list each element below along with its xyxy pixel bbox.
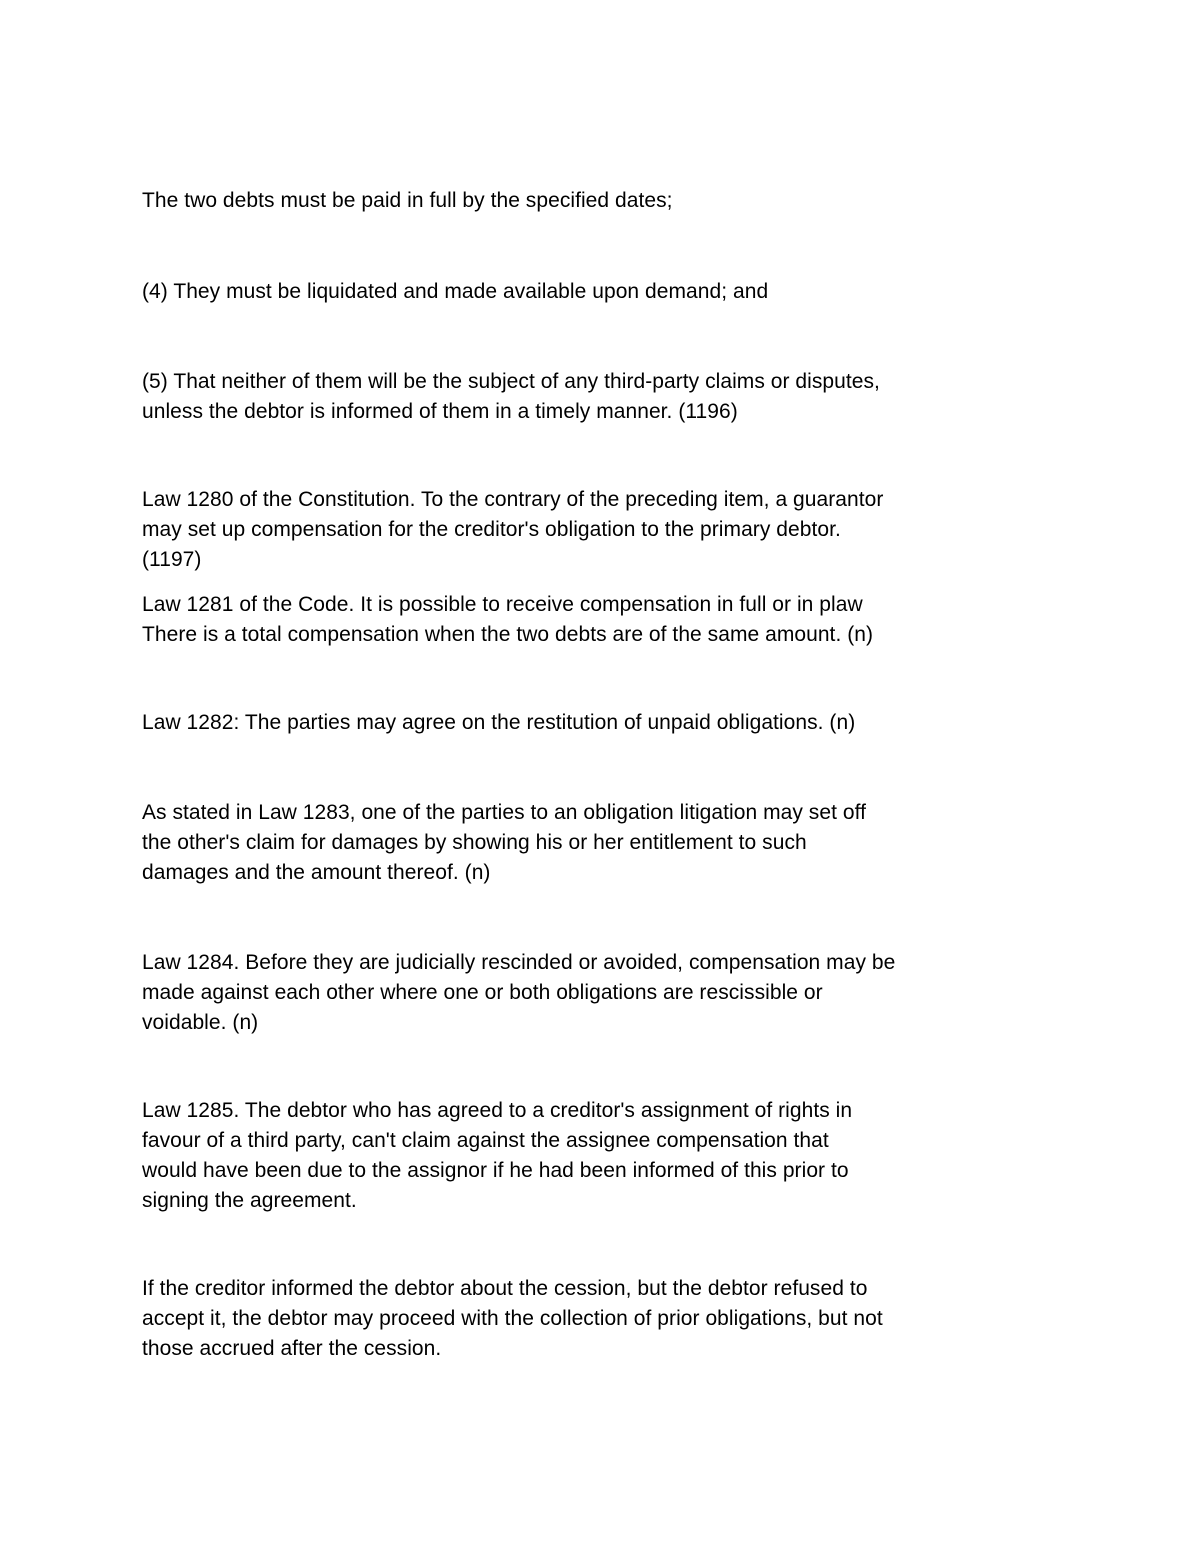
paragraph-item-4 — [142, 277, 1082, 307]
paragraph-law-1283 — [142, 798, 1082, 888]
text-line: made against each other where one or both obligations are rescissible or — [142, 981, 823, 1004]
text-line: unless the debtor is informed of them in a timely manner. (1196) — [142, 400, 738, 423]
text-line: signing the agreement. — [142, 1189, 357, 1212]
text-line: the other's claim for damages by showing his or her entitlement to such — [142, 831, 807, 854]
text-line: those accrued after the cession. — [142, 1337, 442, 1360]
text-line: accept it, the debtor may proceed with the collection of prior obligations, but not — [142, 1307, 883, 1330]
text-line: would have been due to the assignor if he had been informed of this prior to — [142, 1159, 849, 1182]
paragraph-cession — [142, 1274, 1082, 1364]
text-line: (4) They must be liquidated and made available upon demand; and — [142, 280, 769, 303]
text-line: favour of a third party, can't claim against the assignee compensation that — [142, 1129, 829, 1152]
text-line: damages and the amount thereof. (n) — [142, 861, 491, 884]
paragraph-item-5 — [142, 367, 1082, 427]
paragraph-law-1281 — [142, 590, 1082, 650]
paragraph-law-1285 — [142, 1096, 1082, 1216]
text-line: (5) That neither of them will be the subject of any third-party claims or disputes, — [142, 370, 880, 393]
text-line: Law 1281 of the Code. It is possible to receive compensation in full or in plaw — [142, 593, 863, 616]
text-line: may set up compensation for the creditor's obligation to the primary debtor. — [142, 518, 841, 541]
text-line: Law 1285. The debtor who has agreed to a creditor's assignment of rights in — [142, 1099, 853, 1122]
text-line: There is a total compensation when the two debts are of the same amount. (n) — [142, 623, 874, 646]
paragraph-law-1284 — [142, 948, 1082, 1038]
text-line: The two debts must be paid in full by the specified dates; — [142, 189, 673, 212]
paragraph-debts-paid — [142, 186, 1082, 216]
text-line: Law 1282: The parties may agree on the restitution of unpaid obligations. (n) — [142, 711, 856, 734]
paragraph-law-1282 — [142, 708, 1082, 738]
text-line: (1197) — [142, 548, 202, 571]
paragraph-law-1280 — [142, 485, 1082, 575]
text-line: Law 1284. Before they are judicially rescinded or avoided, compensation may be — [142, 951, 896, 974]
text-line: Law 1280 of the Constitution. To the contrary of the preceding item, a guarantor — [142, 488, 884, 511]
text-line: If the creditor informed the debtor about the cession, but the debtor refused to — [142, 1277, 868, 1300]
text-line: voidable. (n) — [142, 1011, 259, 1034]
text-line: As stated in Law 1283, one of the parties to an obligation litigation may set off — [142, 801, 866, 824]
